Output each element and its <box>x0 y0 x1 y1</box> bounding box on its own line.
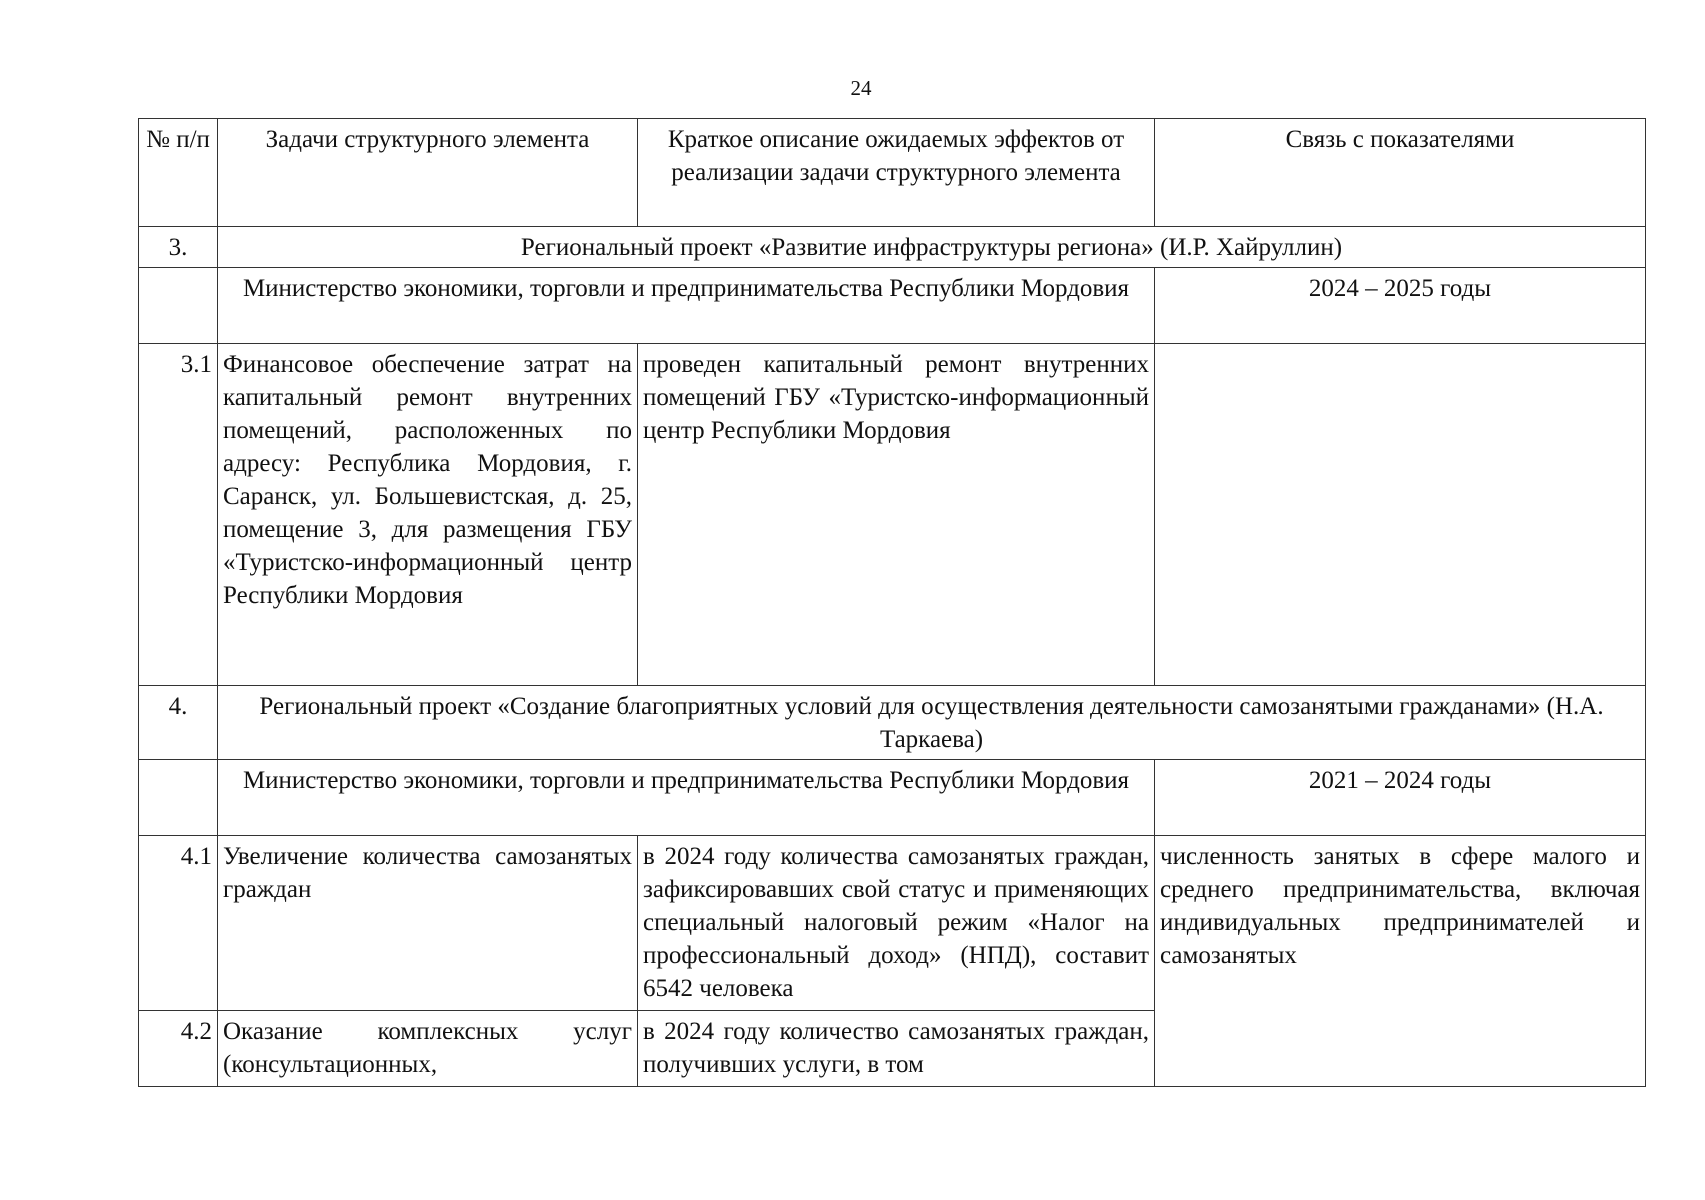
row-task: Оказание комплексных услуг (консультационных, <box>218 1011 638 1087</box>
section-4-ministry-row <box>139 760 1646 836</box>
section-4-empty-cell <box>139 760 218 836</box>
table-header-row <box>139 119 1646 227</box>
section-4-title: Региональный проект «Создание благоприятных условий для осуществления деятельности самозанятыми гражданами» (Н.А. Таркаева) <box>218 686 1646 760</box>
row-indicator: численность занятых в сфере малого и среднего предпринимательства, включая индивидуальных предпринимателей и самозанятых <box>1155 836 1646 1087</box>
section-3-title-row <box>139 227 1646 268</box>
row-effect: в 2024 году количества самозанятых граждан, зафиксировавших свой статус и применяющих специальный налоговый режим «Налог на профессиональный доход» (НПД), составит 6542 человека <box>638 836 1155 1011</box>
row-indicator <box>1155 344 1646 686</box>
header-indicators: Связь с показателями <box>1155 119 1646 227</box>
row-effect: в 2024 году количество самозанятых граждан, получивших услуги, в том <box>638 1011 1155 1087</box>
row-number: 3.1 <box>139 344 218 686</box>
structural-element-table <box>138 118 1646 1087</box>
table-row <box>139 344 1646 686</box>
header-tasks: Задачи структурного элемента <box>218 119 638 227</box>
header-effects: Краткое описание ожидаемых эффектов от реализации задачи структурного элемента <box>638 119 1155 227</box>
row-effect: проведен капитальный ремонт внутренних помещений ГБУ «Туристско-информационный центр Республики Мордовия <box>638 344 1155 686</box>
section-3-title: Региональный проект «Развитие инфраструктуры региона» (И.Р. Хайруллин) <box>218 227 1646 268</box>
section-4-number: 4. <box>139 686 218 760</box>
section-4-ministry: Министерство экономики, торговли и предпринимательства Республики Мордовия <box>218 760 1155 836</box>
row-task: Увеличение количества самозанятых граждан <box>218 836 638 1011</box>
section-3-number: 3. <box>139 227 218 268</box>
section-3-empty-cell <box>139 268 218 344</box>
section-3-period: 2024 – 2025 годы <box>1155 268 1646 344</box>
section-3-ministry-row <box>139 268 1646 344</box>
section-4-period: 2021 – 2024 годы <box>1155 760 1646 836</box>
section-3-ministry: Министерство экономики, торговли и предпринимательства Республики Мордовия <box>218 268 1155 344</box>
row-number: 4.2 <box>139 1011 218 1087</box>
row-number: 4.1 <box>139 836 218 1011</box>
header-num: № п/п <box>139 119 218 227</box>
table-row <box>139 836 1646 1011</box>
section-4-title-row <box>139 686 1646 760</box>
row-task: Финансовое обеспечение затрат на капитальный ремонт внутренних помещений, расположенных по адресу: Республика Мордовия, г. Саранск, ул. Большевистская, д. 25, помещение 3, для размещения ГБУ «Туристско-информационный центр Республики Мордовия <box>218 344 638 686</box>
page-number: 24 <box>850 76 872 100</box>
